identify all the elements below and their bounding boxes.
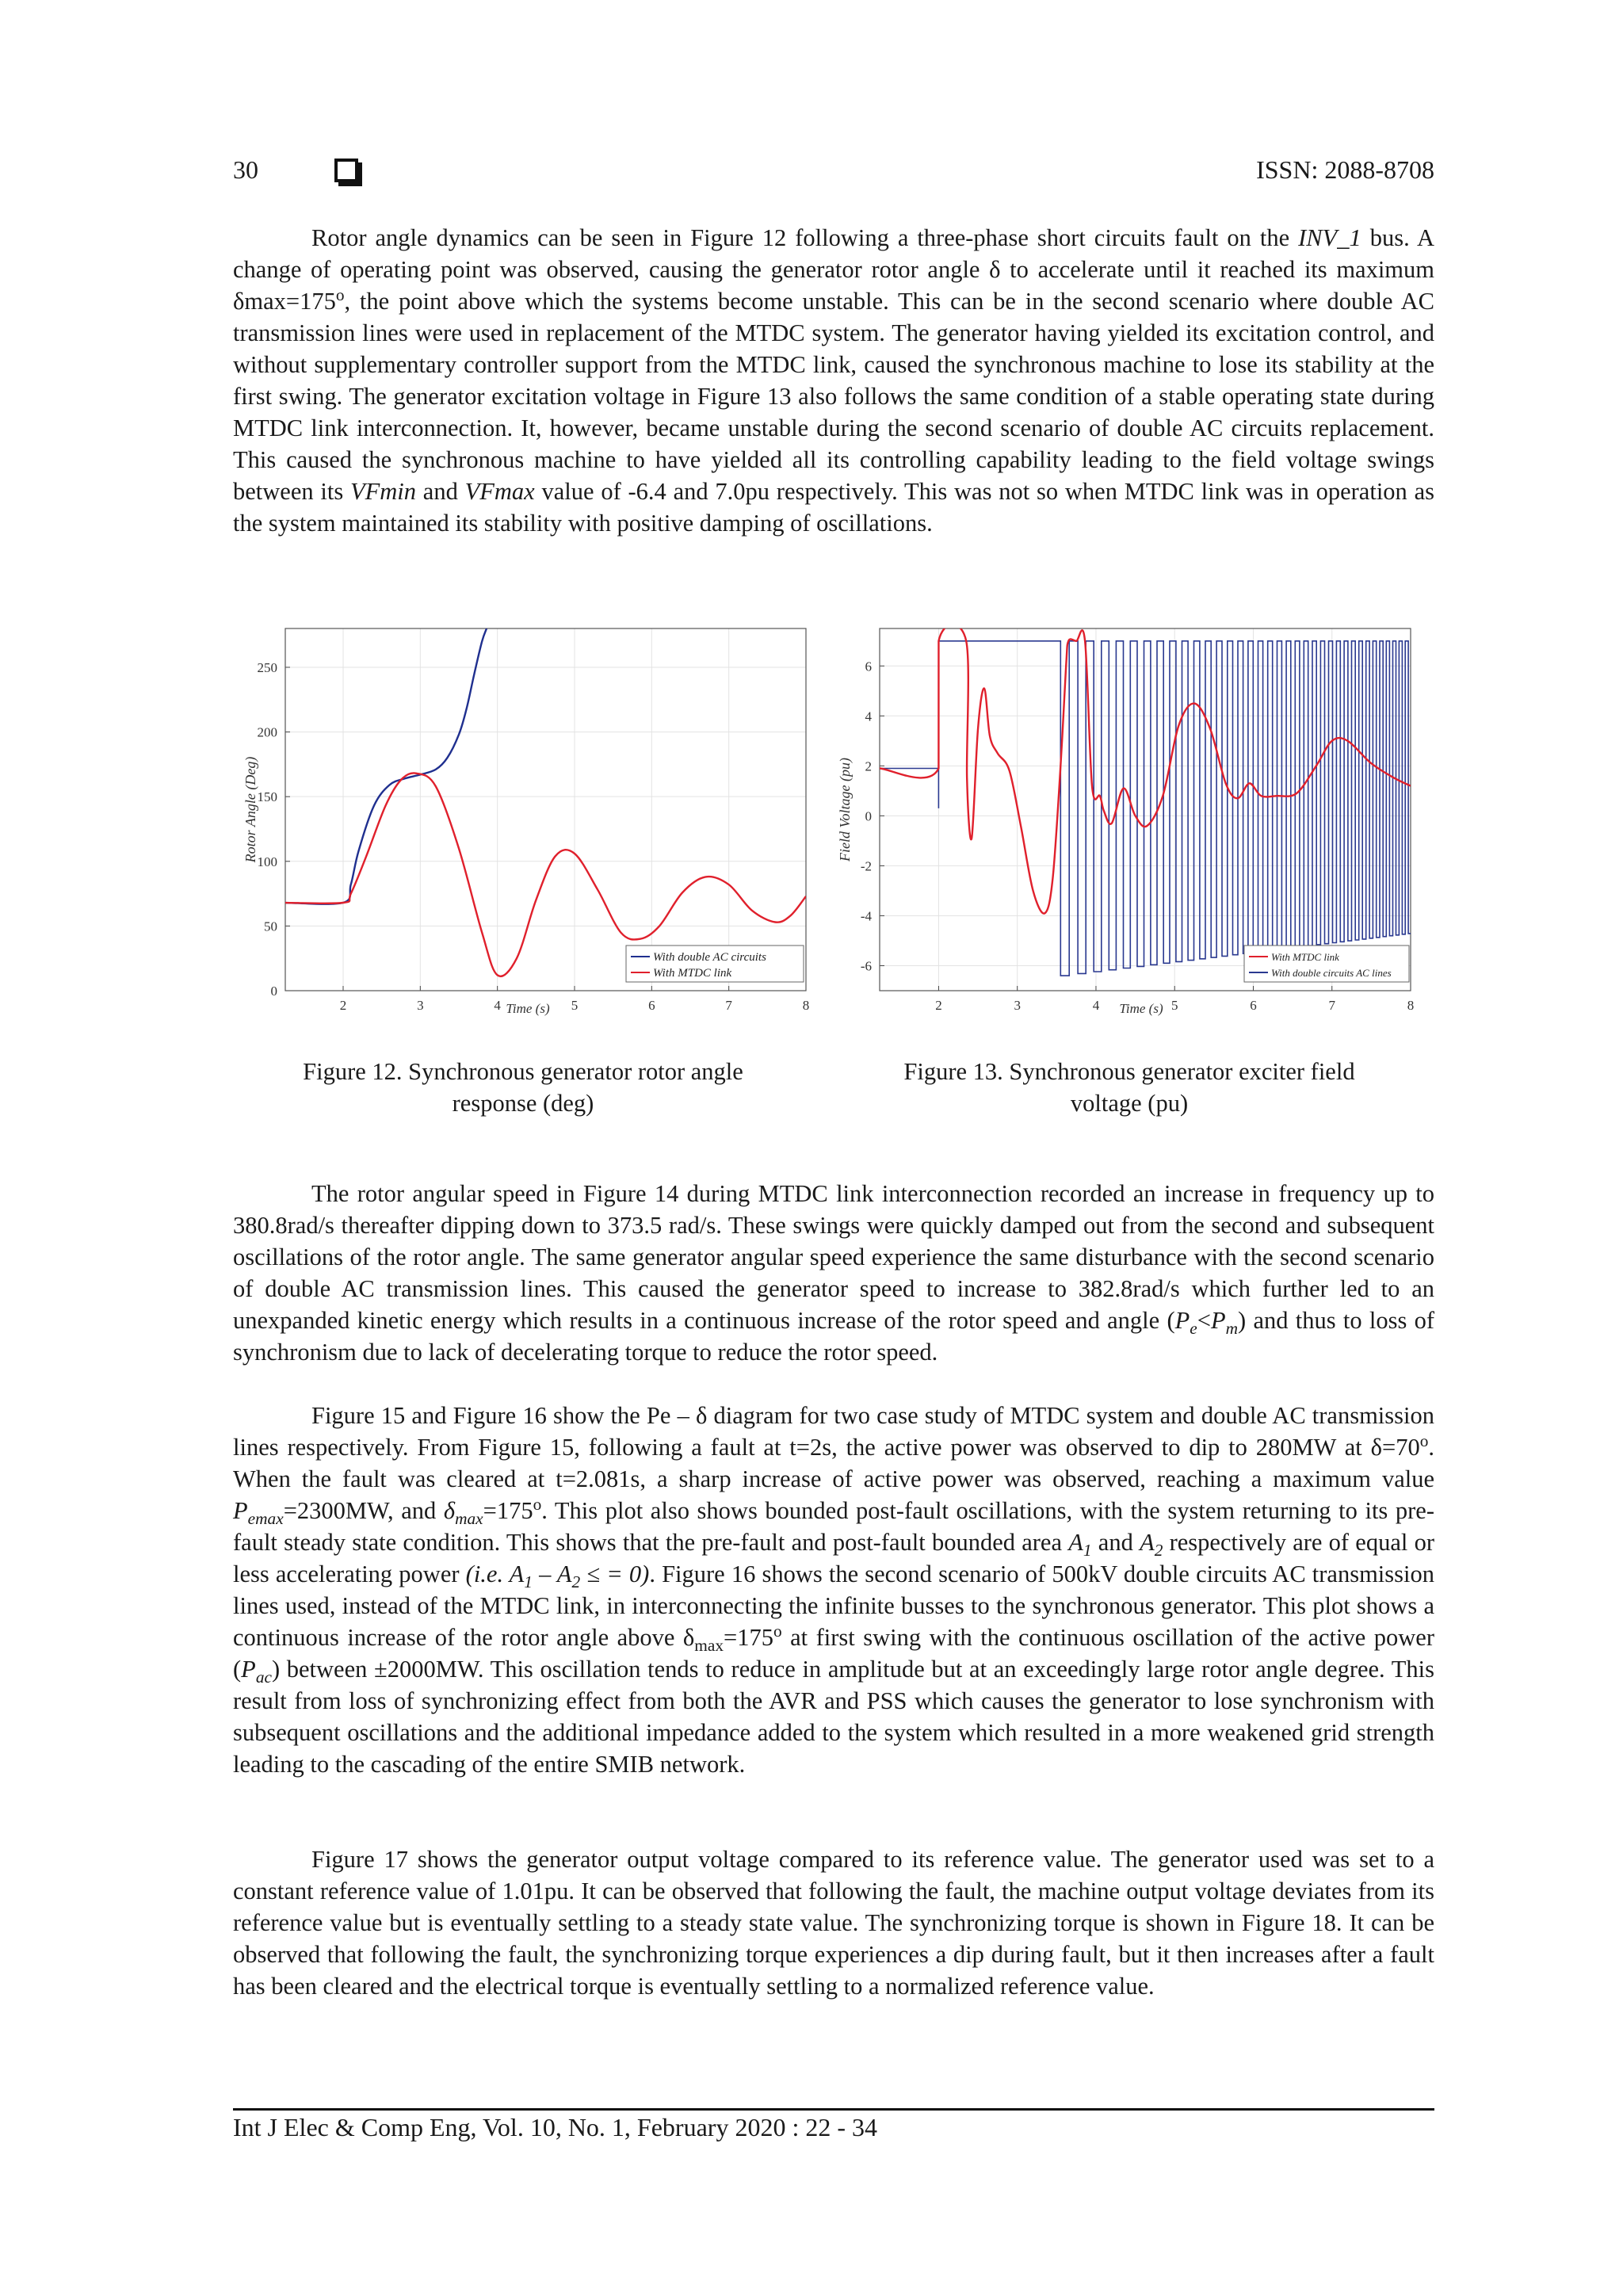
x-tick-label: 5: [1170, 998, 1178, 1013]
x-axis-label: Time (s): [506, 1001, 550, 1016]
y-axis-label: Rotor Angle (Deg): [242, 756, 258, 863]
figure-12-chart: [230, 622, 832, 1030]
plot-area: [285, 628, 806, 991]
y-tick-label: -6: [860, 958, 872, 974]
footer-citation: Int J Elec & Comp Eng, Vol. 10, No. 1, February 2020 : 22 - 34: [233, 2113, 877, 2141]
x-tick-label: 8: [1407, 998, 1415, 1013]
y-tick-label: 50: [264, 919, 277, 934]
footer-rule: [233, 2108, 1434, 2111]
x-tick-label: 4: [1092, 998, 1100, 1013]
figure-13: [836, 622, 1438, 1030]
x-tick-label: 3: [417, 998, 424, 1013]
paragraph-rotor-speed: The rotor angular speed in Figure 14 during MTDC link interconnection recorded an increase in frequency up to 380.8rad/s thereafter dipping down to 373.5 rad/s. These swings were quickly damped out from the second and subsequent oscillations of the rotor angle. The same generator angular speed experience the same disturbance with the second scenario of double AC transmission lines. This caused the generator speed to increase to 382.8rad/s which further led to an unexpanded kinetic energy which results in a continuous increase of the rotor speed and angle $(P_e<P_m)$ and thus to loss of synchronism due to lack of decelerating torque to reduce the rotor speed.: [233, 1180, 1434, 1366]
paragraph-rotor-angle: Rotor angle dynamics can be seen in Figure 12 following a three-phase short circuits fault on the INV_1 bus. A change of operating point was observed, causing the generator rotor angle δ to accelerate until it reached its maximum $\delta\max=175^o$, the point above which the systems become unstable. This can be in the second scenario where double AC transmission lines were used in replacement of the MTDC system. The generator having yielded its excitation control, and without supplementary controller support from the MTDC link, caused the synchronous machine to lose its stability at the first swing. The generator excitation voltage in Figure 13 also follows the same condition of a stable operating state during MTDC link interconnection. It, however, became unstable during the second scenario of double AC circuits replacement. This caused the synchronous machine to have yielded all its controlling capability leading to the field voltage swings between its VFmin and VFmax value of -6.4 and 7.0pu respectively. This was not so when MTDC link was in operation as the system maintained its stability with positive damping of oscillations.: [233, 224, 1434, 537]
figure-13-chart: [836, 622, 1438, 1030]
y-tick-label: -4: [860, 908, 872, 924]
figure-12: [230, 622, 832, 1030]
y-axis-label: Field Voltage (pu): [837, 758, 853, 861]
legend-label: With double circuits AC lines: [1271, 967, 1392, 979]
figure-13-caption: Figure 13. Synchronous generator exciter field voltage (pu): [903, 1058, 1355, 1117]
figure-12-caption: Figure 12. Synchronous generator rotor angle response (deg): [303, 1058, 743, 1117]
x-tick-label: 2: [339, 998, 347, 1013]
x-tick-label: 2: [935, 998, 942, 1013]
y-tick-label: 100: [257, 854, 277, 869]
plot-area: [880, 628, 1411, 991]
y-tick-label: 200: [257, 724, 277, 740]
x-tick-label: 6: [648, 998, 655, 1013]
running-header: [233, 155, 1434, 192]
y-tick-label: 0: [270, 984, 277, 999]
x-tick-label: 7: [725, 998, 732, 1013]
paragraph-pe-delta: Figure 15 and Figure 16 show the Pe – δ diagram for two case study of MTDC system and double AC transmission lines respectively. From Figure 15, following a fault at t=2s, the active power was observed to dip to 280MW at $\delta=70^o$. When the fault was cleared at t=2.081s, a sharp increase of active power was observed, reaching a maximum value $P_{emax}=2300MW$, and $\delta_{max}=175^o$. This plot also shows bounded post-fault oscillations, with the system returning to its pre-fault steady state condition. This shows that the pre-fault and post-fault bounded area $A_1$ and $A_2$ respectively are of equal or less accelerating power (i.e. $A_1 - A_2$ ≤ = 0). Figure 16 shows the second scenario of 500kV double circuits AC transmission lines used, instead of the MTDC link, in interconnecting the infinite busses to the synchronous generator. This plot shows a continuous increase of the rotor angle above $\delta_{max}=175^o$ at first swing with the continuous oscillation of the active power $(P_{ac})$ between ±2000MW. This oscillation tends to reduce in amplitude but at an exceedingly large rotor angle degree. This result from loss of synchronizing effect from both the AVR and PSS which causes the generator to lose synchronism with subsequent oscillations and the additional impedance added to the system which resulted in a more weakened grid strength leading to the cascading of the entire SMIB network.: [233, 1402, 1434, 1778]
y-tick-label: 6: [865, 659, 872, 674]
y-tick-label: 250: [257, 659, 277, 675]
x-tick-label: 4: [494, 998, 501, 1013]
x-tick-label: 5: [571, 998, 579, 1013]
y-tick-label: 4: [865, 709, 872, 724]
y-tick-label: 0: [865, 808, 872, 824]
x-tick-label: 8: [802, 998, 810, 1013]
x-tick-label: 7: [1328, 998, 1335, 1013]
x-axis-label: Time (s): [1119, 1001, 1163, 1016]
issn: ISSN: 2088-8708: [1256, 155, 1434, 184]
paragraph-output-voltage: Figure 17 shows the generator output voltage compared to its reference value. The generator used was set to a constant reference value of 1.01pu. It can be observed that following the fault, the machine output voltage deviates from its reference value but is eventually settling to a steady state value. The synchronizing torque is shown in Figure 18. It can be observed that following the fault, the synchronizing torque experiences a dip during fault, but it then increases after a fault has been cleared and the electrical torque is eventually settling to a normalized reference value.: [233, 1846, 1434, 2000]
y-tick-label: -2: [860, 858, 872, 874]
legend-label: With MTDC link: [653, 967, 732, 980]
x-tick-label: 3: [1014, 998, 1021, 1013]
y-tick-label: 150: [257, 789, 277, 805]
x-tick-label: 6: [1250, 998, 1257, 1013]
legend-label: With MTDC link: [1271, 951, 1339, 963]
y-tick-label: 2: [865, 758, 872, 774]
square-bullet-icon: [334, 159, 358, 182]
legend-label: With double AC circuits: [653, 951, 766, 964]
page-number: 30: [233, 155, 258, 184]
